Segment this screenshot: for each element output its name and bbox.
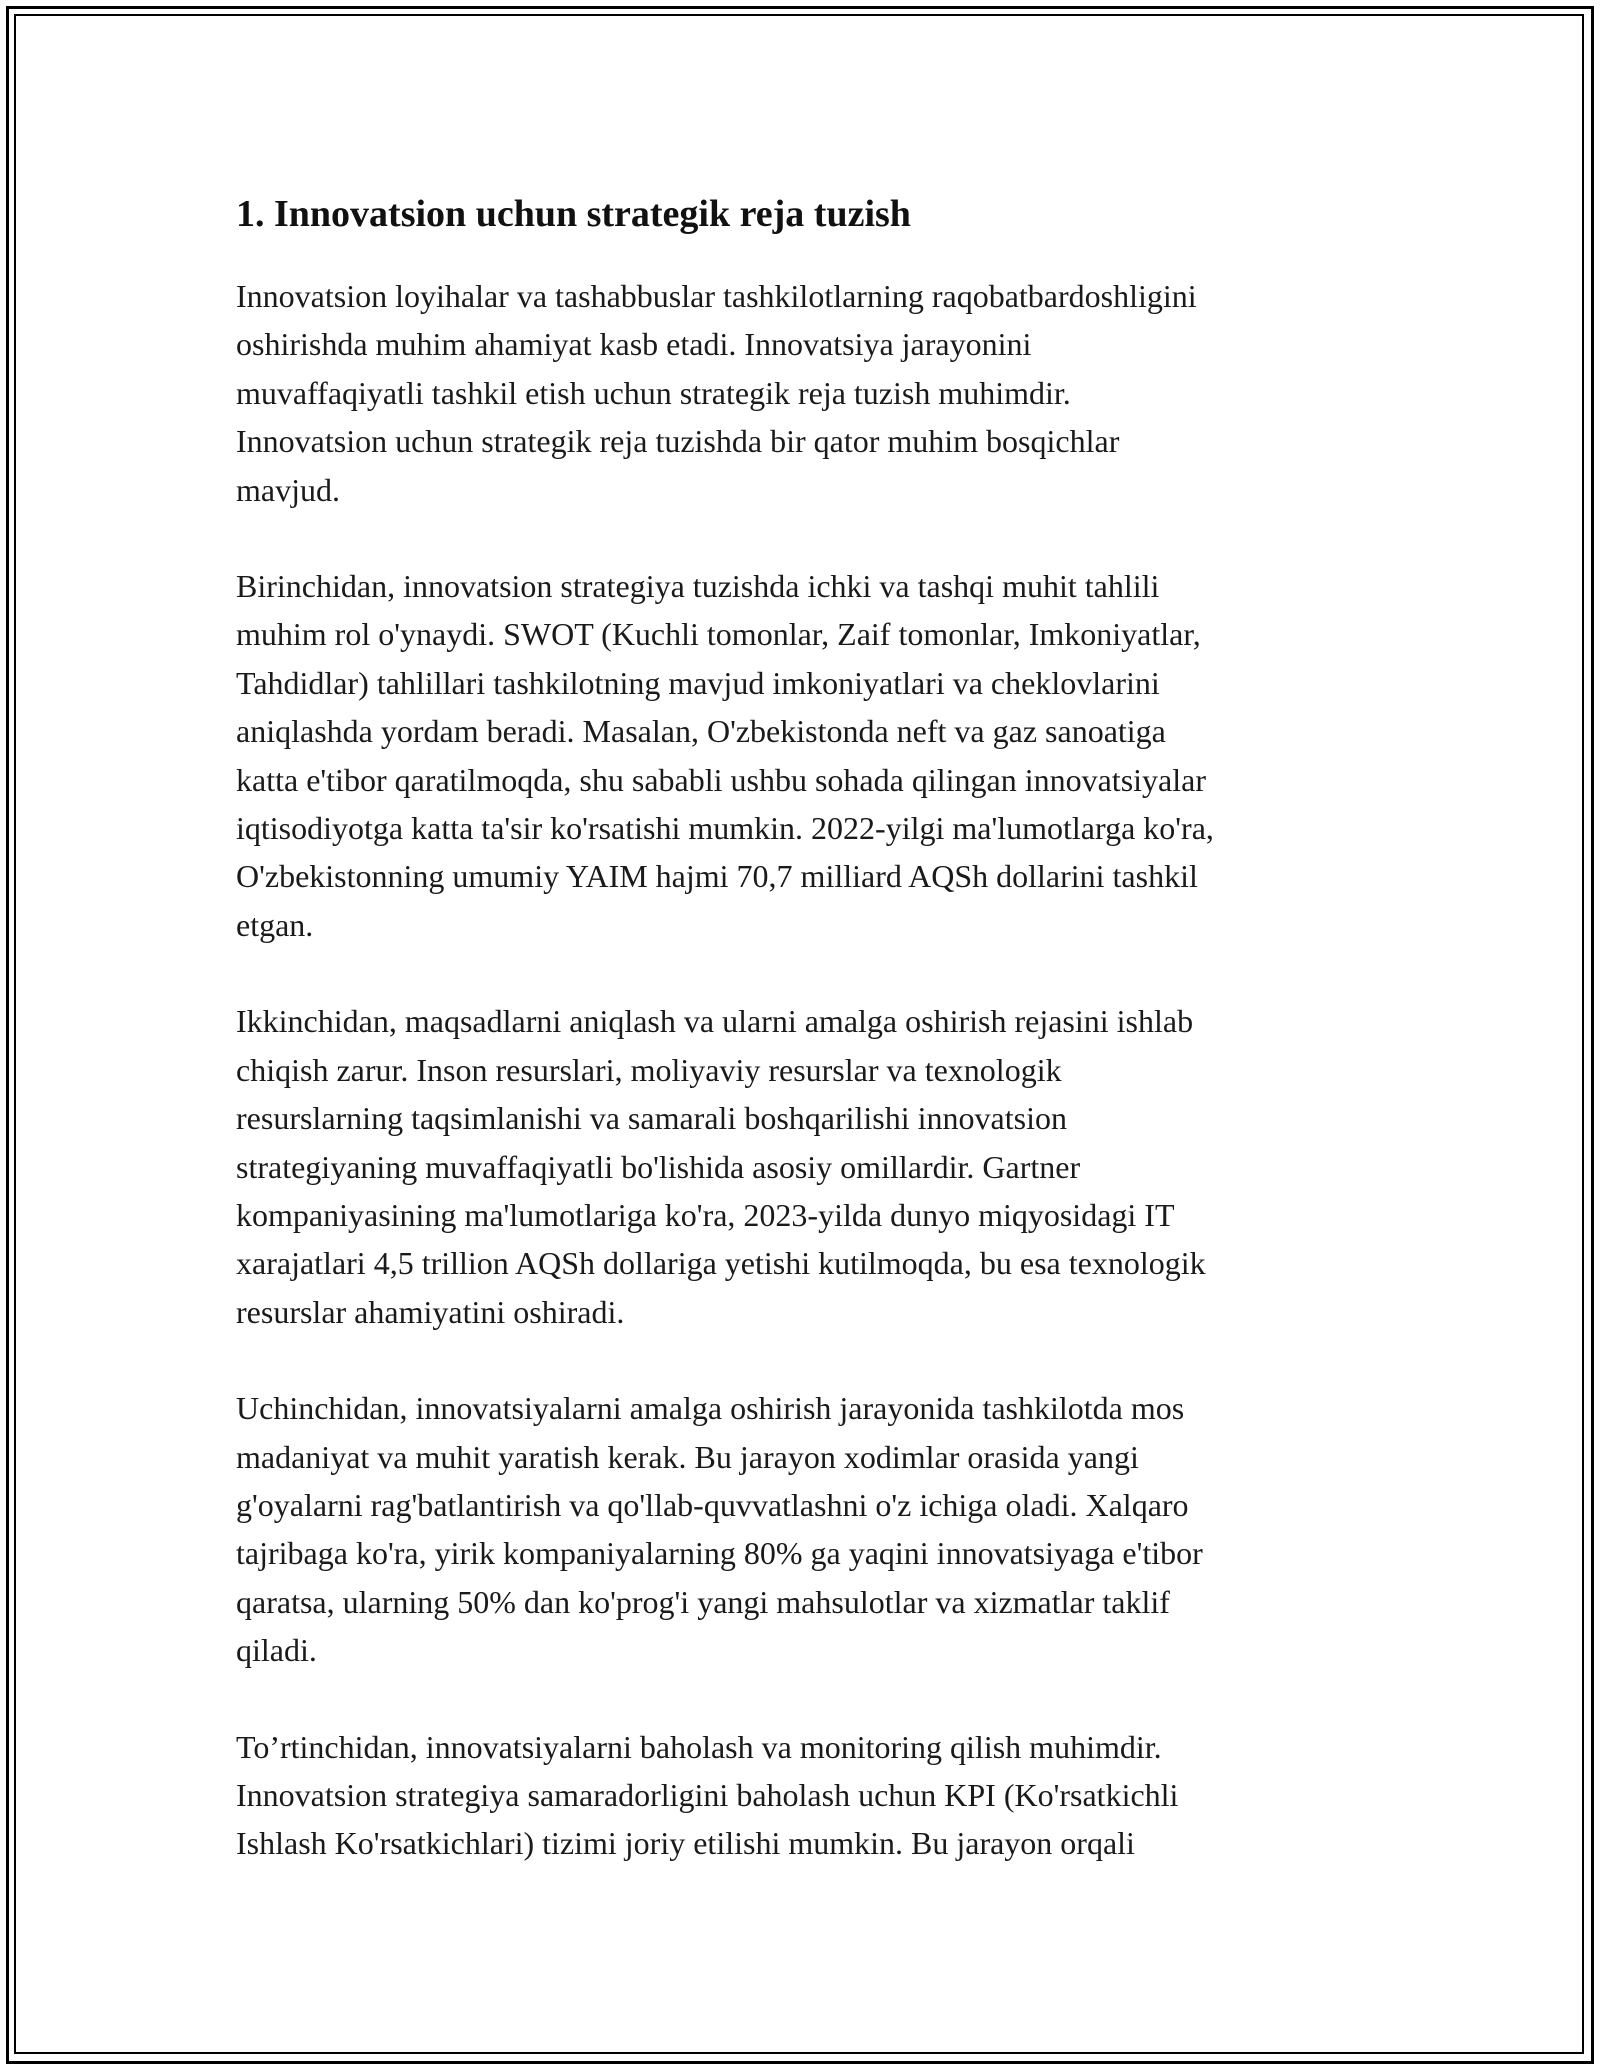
- paragraph-line: qaratsa, ularning 50% dan ko'prog'i yangi mahsulotlar va xizmatlar taklif: [236, 1583, 1170, 1620]
- document-body: [236, 190, 1366, 1916]
- paragraph-second: [236, 997, 1366, 1336]
- paragraph-line: mavjud.: [236, 471, 340, 508]
- paragraph-line: O'zbekistonning umumiy YAIM hajmi 70,7 milliard AQSh dollarini tashkil: [236, 858, 1198, 895]
- paragraph-line: Uchinchidan, innovatsiyalarni amalga oshirish jarayonida tashkilotda mos: [236, 1390, 1185, 1427]
- paragraph-line: kompaniyasining ma'lumotlariga ko'ra, 2023-yilda dunyo miqyosidagi IT: [236, 1196, 1175, 1233]
- section-heading: 1. Innovatsion uchun strategik reja tuzish: [236, 193, 911, 235]
- paragraph-line: Innovatsion uchun strategik reja tuzishda bir qator muhim bosqichlar: [236, 423, 1120, 460]
- paragraph-line: strategiyaning muvaffaqiyatli bo'lishida asosiy omillardir. Gartner: [236, 1148, 1081, 1185]
- paragraph-line: resurslarning taqsimlanishi va samarali boshqarilishi innovatsion: [236, 1100, 1067, 1137]
- paragraph-line: Birinchidan, innovatsion strategiya tuzishda ichki va tashqi muhit tahlili: [236, 568, 1160, 605]
- paragraph-line: aniqlashda yordam beradi. Masalan, O'zbekistonda neft va gaz sanoatiga: [236, 713, 1166, 750]
- paragraph-line: muhim rol o'ynaydi. SWOT (Kuchli tomonlar, Zaif tomonlar, Imkoniyatlar,: [236, 616, 1201, 653]
- paragraph-line: Ikkinchidan, maqsadlarni aniqlash va ularni amalga oshirish rejasini ishlab: [236, 1003, 1194, 1040]
- paragraph-third: [236, 1384, 1366, 1674]
- paragraph-line: muvaffaqiyatli tashkil etish uchun strategik reja tuzish muhimdir.: [236, 374, 1071, 411]
- paragraph-intro: [236, 272, 1366, 514]
- paragraph-fourth: [236, 1723, 1366, 1868]
- paragraph-line: chiqish zarur. Inson resurslari, moliyaviy resurslar va texnologik: [236, 1051, 1062, 1088]
- paragraph-line: Innovatsion loyihalar va tashabbuslar tashkilotlarning raqobatbardoshligini: [236, 278, 1197, 314]
- paragraph-line: oshirishda muhim ahamiyat kasb etadi. Innovatsiya jarayonini: [236, 326, 1032, 363]
- paragraph-line: etgan.: [236, 906, 314, 943]
- paragraph-line: g'oyalarni rag'batlantirish va qo'llab-quvvatlashni o'z ichiga oladi. Xalqaro: [236, 1486, 1189, 1523]
- paragraph-line: qiladi.: [236, 1632, 317, 1669]
- paragraph-line: madaniyat va muhit yaratish kerak. Bu jarayon xodimlar orasida yangi: [236, 1438, 1139, 1475]
- paragraph-line: To’rtinchidan, innovatsiyalarni baholash va monitoring qilish muhimdir.: [236, 1728, 1162, 1765]
- paragraph-line: katta e'tibor qaratilmoqda, shu sababli ushbu sohada qilingan innovatsiyalar: [236, 761, 1206, 798]
- paragraph-line: xarajatlari 4,5 trillion AQSh dollariga yetishi kutilmoqda, bu esa texnologik: [236, 1245, 1206, 1282]
- paragraph-line: tajribaga ko'ra, yirik kompaniyalarning 80% ga yaqini innovatsiyaga e'tibor: [236, 1535, 1203, 1572]
- paragraph-line: iqtisodiyotga katta ta'sir ko'rsatishi mumkin. 2022-yilgi ma'lumotlarga ko'ra,: [236, 810, 1214, 847]
- paragraph-line: Tahdidlar) tahlillari tashkilotning mavjud imkoniyatlari va cheklovlarini: [236, 664, 1160, 701]
- paragraph-line: resurslar ahamiyatini oshiradi.: [236, 1293, 625, 1330]
- paragraph-line: Innovatsion strategiya samaradorligini baholash uchun KPI (Ko'rsatkichli: [236, 1776, 1179, 1813]
- paragraph-line: Ishlash Ko'rsatkichlari) tizimi joriy etilishi mumkin. Bu jarayon orqali: [236, 1825, 1135, 1862]
- paragraph-first: [236, 562, 1366, 949]
